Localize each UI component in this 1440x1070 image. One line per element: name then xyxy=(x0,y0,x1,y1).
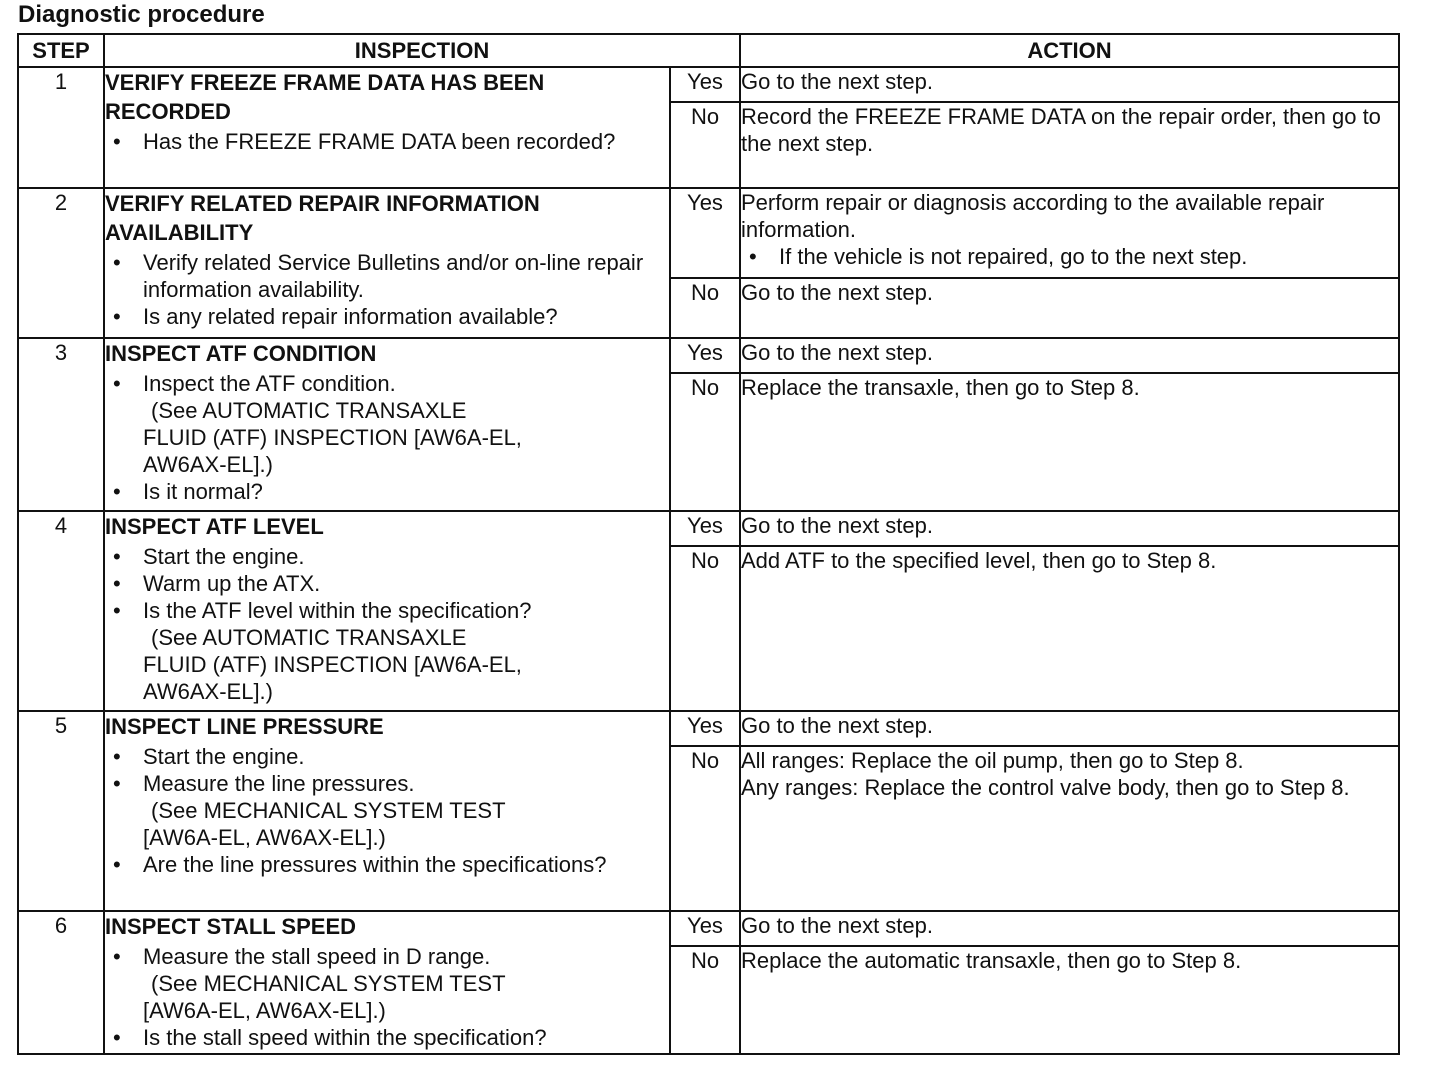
step-number: 1 xyxy=(18,67,104,188)
inspection-list xyxy=(105,370,669,505)
inspection-title: INSPECT STALL SPEED xyxy=(105,914,357,939)
reference-text: FLUID (ATF) INSPECTION [AW6A-EL, xyxy=(143,652,522,677)
inspection-cell xyxy=(104,188,670,338)
step-number: 3 xyxy=(18,338,104,511)
inspection-list xyxy=(105,943,669,1051)
list-item: • Is it normal? xyxy=(105,478,669,505)
reference-text: AW6AX-EL].) xyxy=(143,452,273,477)
list-item xyxy=(105,370,669,478)
no-label: No xyxy=(670,278,740,338)
no-label: No xyxy=(670,946,740,1054)
list-item: • Has the FREEZE FRAME DATA been recorded? xyxy=(105,128,669,155)
yes-action: Go to the next step. xyxy=(740,338,1399,373)
inspection-list xyxy=(105,743,669,878)
reference-text: (See AUTOMATIC TRANSAXLE xyxy=(151,625,467,650)
no-action-secondary: Any ranges: Replace the control valve body, then go to Step 8. xyxy=(741,775,1350,800)
bullet-text: • Measure the line pressures. xyxy=(143,771,415,796)
yes-label: Yes xyxy=(670,711,740,746)
step-number: 4 xyxy=(18,511,104,711)
table-row xyxy=(18,511,1399,546)
yes-action: Go to the next step. xyxy=(740,67,1399,102)
yes-label: Yes xyxy=(670,911,740,946)
reference-text: AW6AX-EL].) xyxy=(143,679,273,704)
list-item xyxy=(105,597,669,705)
reference-text: (See MECHANICAL SYSTEM TEST xyxy=(151,798,506,823)
inspection-cell xyxy=(104,711,670,911)
table-row xyxy=(18,67,1399,102)
yes-label: Yes xyxy=(670,511,740,546)
reference-text: (See AUTOMATIC TRANSAXLE xyxy=(151,398,467,423)
no-action: All ranges: Replace the oil pump, then go to Step 8. xyxy=(741,748,1244,773)
no-action: Replace the transaxle, then go to Step 8. xyxy=(740,373,1399,511)
no-action: Go to the next step. xyxy=(740,278,1399,338)
list-item: • Start the engine. xyxy=(105,543,669,570)
bullet-text: • Inspect the ATF condition. xyxy=(143,371,396,396)
header-inspection: INSPECTION xyxy=(104,34,740,67)
no-action: Replace the automatic transaxle, then go to Step 8. xyxy=(740,946,1399,1054)
no-action-cell xyxy=(740,746,1399,911)
step-number: 2 xyxy=(18,188,104,338)
no-label: No xyxy=(670,746,740,911)
list-item: • Are the line pressures within the specifications? xyxy=(105,851,669,878)
list-item: • Is the stall speed within the specification? xyxy=(105,1024,669,1051)
inspection-list xyxy=(105,543,669,705)
yes-action: Go to the next step. xyxy=(740,711,1399,746)
step-number: 5 xyxy=(18,711,104,911)
list-item xyxy=(105,943,669,1024)
action-sub-list xyxy=(741,243,1398,270)
no-action: Record the FREEZE FRAME DATA on the repair order, then go to the next step. xyxy=(740,102,1399,188)
table-header-row xyxy=(18,34,1399,67)
list-item: • If the vehicle is not repaired, go to the next step. xyxy=(741,243,1398,270)
yes-label: Yes xyxy=(670,67,740,102)
reference-text: [AW6A-EL, AW6AX-EL].) xyxy=(143,998,386,1023)
yes-label: Yes xyxy=(670,338,740,373)
yes-label: Yes xyxy=(670,188,740,278)
inspection-title: INSPECT ATF LEVEL xyxy=(105,514,324,539)
table-row xyxy=(18,711,1399,746)
no-label: No xyxy=(670,546,740,711)
reference-text: [AW6A-EL, AW6AX-EL].) xyxy=(143,825,386,850)
inspection-title: VERIFY FREEZE FRAME DATA HAS BEEN RECORDED xyxy=(105,70,545,124)
inspection-cell xyxy=(104,67,670,188)
no-label: No xyxy=(670,373,740,511)
no-action: Add ATF to the specified level, then go to Step 8. xyxy=(740,546,1399,711)
list-item: • Is any related repair information available? xyxy=(105,303,669,330)
step-number: 6 xyxy=(18,911,104,1054)
inspection-cell xyxy=(104,911,670,1054)
inspection-cell xyxy=(104,511,670,711)
bullet-text: • Measure the stall speed in D range. xyxy=(143,944,491,969)
inspection-title: INSPECT ATF CONDITION xyxy=(105,341,377,366)
inspection-title: INSPECT LINE PRESSURE xyxy=(105,714,384,739)
yes-action-cell xyxy=(740,188,1399,278)
list-item: • Verify related Service Bulletins and/or on-line repair information availability. xyxy=(105,249,669,303)
table-row xyxy=(18,338,1399,373)
no-label: No xyxy=(670,102,740,188)
list-item: • Warm up the ATX. xyxy=(105,570,669,597)
yes-action: Go to the next step. xyxy=(740,911,1399,946)
yes-action: Perform repair or diagnosis according to the available repair information. xyxy=(741,190,1325,242)
table-row xyxy=(18,188,1399,278)
header-action: ACTION xyxy=(740,34,1399,67)
inspection-cell xyxy=(104,338,670,511)
page-title: Diagnostic procedure xyxy=(18,1,265,28)
header-step: STEP xyxy=(18,34,104,67)
list-item xyxy=(105,770,669,851)
list-item: • Start the engine. xyxy=(105,743,669,770)
inspection-list xyxy=(105,128,669,155)
bullet-text: • Is the ATF level within the specification? xyxy=(143,598,532,623)
reference-text: (See MECHANICAL SYSTEM TEST xyxy=(151,971,506,996)
diagnostic-table xyxy=(17,33,1400,1055)
yes-action: Go to the next step. xyxy=(740,511,1399,546)
inspection-list xyxy=(105,249,669,330)
table-row xyxy=(18,911,1399,946)
reference-text: FLUID (ATF) INSPECTION [AW6A-EL, xyxy=(143,425,522,450)
inspection-title: VERIFY RELATED REPAIR INFORMATION AVAILABILITY xyxy=(105,191,540,245)
